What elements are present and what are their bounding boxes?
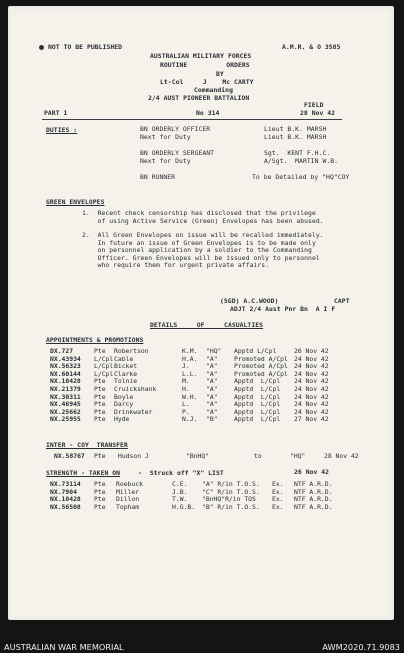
effective-date: 24 Nov 42 <box>294 354 329 363</box>
signature-rank: CAPT <box>334 297 350 305</box>
initials: J. <box>182 362 190 371</box>
green-envelopes-heading: GREEN ENVELOPES <box>46 198 105 206</box>
company: "A" <box>206 377 218 386</box>
company: "A" <box>206 400 218 409</box>
rank: Pte <box>94 347 106 355</box>
header-rule <box>42 119 342 120</box>
company: "A" <box>206 407 218 416</box>
surname: Topham <box>116 502 140 511</box>
surname: Bicket <box>114 362 138 371</box>
regimental-number: NX.56323 <box>50 362 81 371</box>
signature-name: (SGD) A.C.WOOD) <box>220 297 279 305</box>
effective-date: 26 Nov 42 <box>294 347 329 355</box>
regimental-number: DX.727 <box>50 347 74 355</box>
effective-date: 24 Nov 42 <box>294 400 329 409</box>
company: "B" <box>206 415 218 424</box>
casualties-heading: DETAILS OF CASUALTIES <box>150 321 264 329</box>
origin-unit: NTF A.R.D. <box>294 502 333 511</box>
appointment: Apptd L/Cpl <box>234 400 281 409</box>
effective-date: 27 Nov 42 <box>294 415 329 424</box>
unit-name: 2/4 AUST PIONEER BATTALION <box>148 94 250 102</box>
initials: P. <box>182 407 190 416</box>
appointment: Apptd L/Cpl <box>234 385 281 393</box>
rank: Pte <box>94 502 106 511</box>
surname: Drinkwater <box>114 407 153 416</box>
origin-unit: NTF A.R.D. <box>294 480 333 488</box>
surname: Dillon <box>116 495 140 504</box>
regimental-number: NX.60144 <box>50 369 81 378</box>
green-envelopes-paragraph-2: 2. All Green Envelopes on issue will be recalled immediately. In future an issue of Green Envelopes is to be made only on personnel application by a soldier to the Commanding Officer. Green Envelopes will be issued only to personnel who require them for urgent private affairs. <box>82 231 324 270</box>
duty-role: BN ORDERLY SERGEANT <box>140 149 215 157</box>
initials: J.B. <box>172 487 188 496</box>
regimental-number: NX.10428 <box>50 377 81 386</box>
regimental-number: NX.25662 <box>50 407 81 416</box>
rank: Pte <box>94 415 106 424</box>
initials: M. <box>182 377 190 386</box>
document-page <box>8 6 394 620</box>
title-line-1: AUSTRALIAN MILITARY FORCES <box>150 52 252 60</box>
surname: Tolnie <box>114 377 138 386</box>
transfer-heading: INTER - COY TRANSFER <box>46 441 128 449</box>
effective-date: 24 Nov 42 <box>294 369 329 378</box>
regimental-number: NX.46945 <box>50 400 81 409</box>
from-coy: "BnHQ" <box>186 452 210 460</box>
initials: H. <box>182 385 190 393</box>
initials: K.M. <box>182 347 198 355</box>
origin-unit: NTF A.R.D. <box>294 495 333 504</box>
company-status: "C" R/in T.O.S. <box>202 487 260 496</box>
regimental-number: NX.56508 <box>50 502 81 511</box>
table-row <box>8 415 394 423</box>
regimental-number: NX.58767 <box>54 452 85 460</box>
company-status: "A" R/in T.O.S. <box>202 480 260 488</box>
appointment: Apptd L/Cpl <box>234 347 277 355</box>
rank: Pte <box>94 495 106 504</box>
strength-heading: STRENGTH - TAKEN ON <box>46 469 121 477</box>
table-row <box>8 452 394 460</box>
initials: W.H. <box>182 392 198 401</box>
regimental-number: NX.25955 <box>50 415 81 424</box>
initials: L.L. <box>182 369 198 378</box>
ex-label: Ex. <box>272 502 284 511</box>
effective-date: 24 Nov 42 <box>294 377 329 386</box>
effective-date: 24 Nov 42 <box>294 362 329 371</box>
archive-record-id: AWM2020.71.9083 <box>322 642 400 652</box>
to-label: to <box>254 452 262 460</box>
signature-appointment: ADJT 2/4 Aust Pnr Bn A I F <box>230 305 336 313</box>
rank: L/Cpl <box>94 362 114 371</box>
duty-assignee: Lieut B.K. MARSH <box>264 125 327 133</box>
initials: H.A. <box>182 354 198 363</box>
initials: N.J. <box>182 415 198 424</box>
company: "A" <box>206 369 218 378</box>
commanding-officer: Lt-Col J Mc CARTY <box>160 78 254 86</box>
duty-assignee: Sgt. KENT F.H.C. <box>264 149 331 157</box>
appointment: Apptd L/Cpl <box>234 392 281 401</box>
to-coy: "HQ" <box>290 452 306 460</box>
ex-label: Ex. <box>272 487 284 496</box>
ex-label: Ex. <box>272 495 284 504</box>
effective-date: 24 Nov 42 <box>294 407 329 416</box>
punch-hole-dot <box>39 45 44 50</box>
surname: Cruickshank <box>114 385 157 393</box>
rank: Pte <box>94 487 106 496</box>
appointment: Apptd L/Cpl <box>234 415 281 424</box>
rank: L/Cpl <box>94 354 114 363</box>
order-location: FIELD <box>304 101 324 109</box>
title-line-2: ROUTINE ORDERS <box>160 61 250 69</box>
commanding-label: Commanding <box>194 86 233 94</box>
rank: Pte <box>94 392 106 401</box>
company: "HQ" <box>206 347 222 355</box>
archive-footer <box>0 641 404 653</box>
rank: Pte <box>94 385 106 393</box>
regimental-number: NX.21379 <box>50 385 81 393</box>
appointment: Apptd L/Cpl <box>234 377 281 386</box>
rank: Pte <box>94 377 106 386</box>
title-by: BY <box>216 70 224 78</box>
duty-role: BN ORDERLY OFFICER <box>140 125 211 133</box>
surname: Darcy <box>114 400 134 409</box>
initials: T.W. <box>172 495 188 504</box>
struck-off-date: 26 Nov 42 <box>294 468 330 476</box>
restriction-notice: NOT TO BE PUBLISHED <box>48 43 123 51</box>
duty-role: Next for Duty <box>140 157 191 165</box>
green-envelopes-paragraph-1: 1. Recent check censorship has disclosed that the privilege of using Active Service (Green) Envelopes has been abused. <box>82 209 324 225</box>
duty-assignee: Lieut B.K. MARSH <box>264 133 327 141</box>
duty-role: Next for Duty <box>140 133 191 141</box>
appointment: Promoted A/Cpl <box>234 369 288 378</box>
order-reference: A.M.R. & O 3585 <box>282 43 341 51</box>
origin-unit: NTF A.R.D. <box>294 487 333 496</box>
effective-date: 24 Nov 42 <box>294 392 329 401</box>
regimental-number: NX.43934 <box>50 354 81 363</box>
regimental-number: NX.30311 <box>50 392 81 401</box>
order-part: PART 1 <box>44 109 68 117</box>
rank: Pte <box>94 400 106 409</box>
table-row <box>8 503 394 511</box>
appointment: Apptd L/Cpl <box>234 407 281 416</box>
rank: Pte <box>94 407 106 416</box>
surname: Cable <box>114 354 134 363</box>
ex-label: Ex. <box>272 480 284 488</box>
company-status: "BnHQ"R/in TOS <box>202 495 256 504</box>
surname: Miller <box>116 487 140 496</box>
appointments-heading: APPOINTMENTS & PROMOTIONS <box>46 336 144 344</box>
company: "A" <box>206 362 218 371</box>
regimental-number: NX.73114 <box>50 480 81 488</box>
regimental-number: NX.10428 <box>50 495 81 504</box>
order-date: 28 Nov 42 <box>300 109 336 117</box>
rank: Pte <box>94 480 106 488</box>
initials: L. <box>182 400 190 409</box>
duty-assignee: To be Detailed by "HQ"COY <box>252 173 350 181</box>
duty-role: BN RUNNER <box>140 173 176 181</box>
surname: Hyde <box>114 415 130 424</box>
initials: H.G.B. <box>172 502 196 511</box>
company: "A" <box>206 385 218 393</box>
surname: Roebuck <box>116 480 143 488</box>
rank: L/Cpl <box>94 369 114 378</box>
transfer-date: 28 Nov 42 <box>324 452 359 460</box>
struck-off-heading: - Struck off "X" LIST <box>138 469 224 477</box>
company-status: "B" R/in T.O.S. <box>202 502 260 511</box>
company: "A" <box>206 392 218 401</box>
duties-heading: DUTIES : <box>46 126 78 134</box>
appointment: Promoted A/Cpl <box>234 362 288 371</box>
appointment: Promoted A/Cpl <box>234 354 288 363</box>
order-number: No 314 <box>196 109 220 117</box>
company: "A" <box>206 354 218 363</box>
soldier-name: Hudson J <box>118 452 149 460</box>
rank: Pte <box>94 452 106 460</box>
regimental-number: NX.7904 <box>50 487 77 496</box>
surname: Clarke <box>114 369 138 378</box>
surname: Boyle <box>114 392 134 401</box>
archive-name: AUSTRALIAN WAR MEMORIAL <box>4 642 124 652</box>
surname: Robertson <box>114 347 149 355</box>
initials: C.E. <box>172 480 188 488</box>
duty-assignee: A/Sgt. MARTIN W.B. <box>264 157 339 165</box>
effective-date: 24 Nov 42 <box>294 385 329 393</box>
